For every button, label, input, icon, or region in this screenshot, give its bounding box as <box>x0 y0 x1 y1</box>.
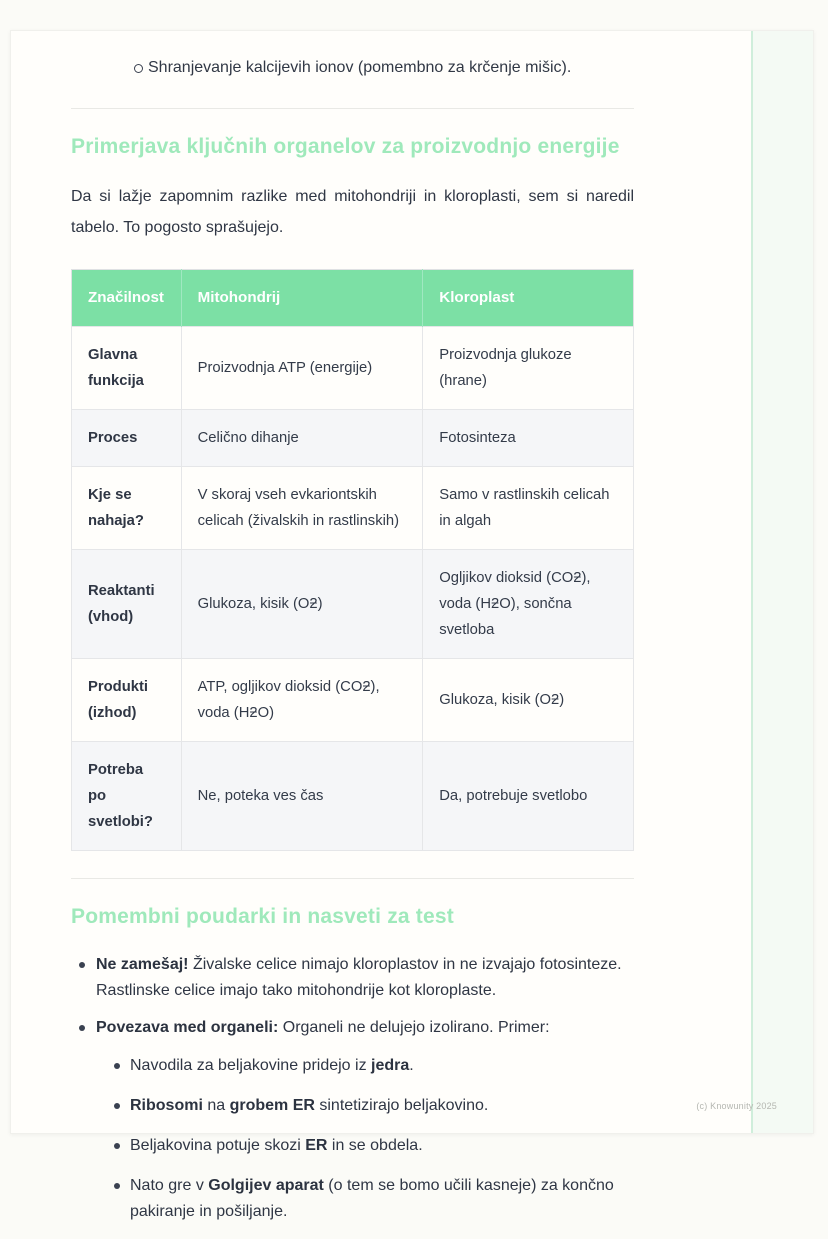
table-cell: Glukoza, kisik (Oƻ) <box>423 659 634 742</box>
table-row <box>72 742 634 851</box>
table-cell: Proizvodnja ATP (energije) <box>181 327 423 410</box>
bullet-icon <box>114 1143 120 1149</box>
table-row <box>72 410 634 467</box>
table-cell: V skoraj vseh evkariontskih celicah (živalskih in rastlinskih) <box>181 467 423 550</box>
text-run: sintetizirajo beljakovino. <box>314 1097 489 1114</box>
tips-list <box>71 952 634 1225</box>
table-cell: Celično dihanje <box>181 410 423 467</box>
table-cell: Fotosinteza <box>423 410 634 467</box>
bold-text: ER <box>305 1137 328 1154</box>
table-cell: Samo v rastlinskih celicah in algah <box>423 467 634 550</box>
bullet-icon <box>79 962 85 968</box>
bold-text: Ne zamešaj! <box>96 956 189 973</box>
list-item <box>71 952 634 1004</box>
comparison-table <box>71 269 634 851</box>
table-row-header-cell: Proces <box>72 410 182 467</box>
table-row-header-cell: Produkti (izhod) <box>72 659 182 742</box>
table-cell: Da, potrebuje svetlobo <box>423 742 634 851</box>
text-run: . <box>409 1057 414 1074</box>
comparison-intro-paragraph: Da si lažje zapomnim razlike med mitohondriji in kloroplasti, sem si naredil tabelo. To pogosto sprašujejo. <box>71 188 634 236</box>
bold-text: grobem ER <box>229 1097 315 1114</box>
list-item <box>71 1015 634 1225</box>
document-content <box>71 41 634 1239</box>
table-row <box>72 327 634 410</box>
table-cell: Ogljikov dioksid (COƻ), voda (HƻO), sončna svetloba <box>423 550 634 659</box>
table-header-cell: Kloroplast <box>423 270 634 327</box>
table-row <box>72 467 634 550</box>
nested-list <box>104 1053 634 1225</box>
bullet-icon <box>79 1025 85 1031</box>
text-run: Beljakovina potuje skozi <box>130 1137 306 1154</box>
table-cell: Glukoza, kisik (Oƻ) <box>181 550 423 659</box>
bullet-icon <box>114 1183 120 1189</box>
bold-text: Povezava med organeli: <box>96 1019 279 1036</box>
table-header-cell: Mitohondrij <box>181 270 423 327</box>
section-divider <box>71 108 634 109</box>
text-run: Organeli ne delujejo izolirano. Primer: <box>278 1019 550 1036</box>
section-heading-tips: Pomembni poudarki in nasveti za test <box>71 905 454 928</box>
sub-list-item <box>104 1053 634 1079</box>
table-row-header-cell: Glavna funkcija <box>72 327 182 410</box>
bold-text: Golgijev aparat <box>208 1177 324 1194</box>
intro-list <box>71 55 634 81</box>
sub-list-item <box>104 1133 634 1159</box>
copyright-note: (c) Knowunity 2025 <box>696 1101 777 1111</box>
page-right-margin-rule <box>751 31 813 1133</box>
table-row <box>72 659 634 742</box>
bold-text: jedra <box>371 1057 410 1074</box>
text-run: Navodila za beljakovine pridejo iz <box>130 1057 372 1074</box>
table-cell: ATP, ogljikov dioksid (COƻ), voda (HƻO) <box>181 659 423 742</box>
sub-list-item <box>104 1173 634 1225</box>
list-item <box>71 55 634 81</box>
bold-text: Ribosomi <box>130 1097 203 1114</box>
bullet-icon <box>114 1063 120 1069</box>
section-divider <box>71 878 634 879</box>
text-run: (o tem se bomo učili kasneje) za končno pakiranje in pošiljanje. <box>130 1177 614 1220</box>
bullet-icon <box>114 1103 120 1109</box>
text-run: Živalske celice nimajo kloroplastov in ne izvajajo fotosinteze. Rastlinske celice imajo tako mitohondrije kot kloroplaste. <box>96 956 622 999</box>
table-header-cell: Značilnost <box>72 270 182 327</box>
circle-bullet-icon <box>134 64 143 73</box>
table-header-row <box>72 270 634 327</box>
table-row-header-cell: Reaktanti (vhod) <box>72 550 182 659</box>
table-row-header-cell: Potreba po svetlobi? <box>72 742 182 851</box>
comparison-table-head <box>72 270 634 327</box>
sub-list-item <box>104 1093 634 1119</box>
comparison-table-body <box>72 327 634 851</box>
section-heading-comparison: Primerjava ključnih organelov za proizvodnjo energije <box>71 135 620 158</box>
text-run: in se obdela. <box>327 1137 423 1154</box>
text-run: Shranjevanje kalcijevih ionov (pomembno za krčenje mišic). <box>148 59 572 76</box>
document-page <box>10 30 814 1220</box>
table-cell: Proizvodnja glukoze (hrane) <box>423 327 634 410</box>
text-run: na <box>202 1097 230 1114</box>
table-row <box>72 550 634 659</box>
text-run: Nato gre v <box>130 1177 209 1194</box>
table-cell: Ne, poteka ves čas <box>181 742 423 851</box>
table-row-header-cell: Kje se nahaja? <box>72 467 182 550</box>
